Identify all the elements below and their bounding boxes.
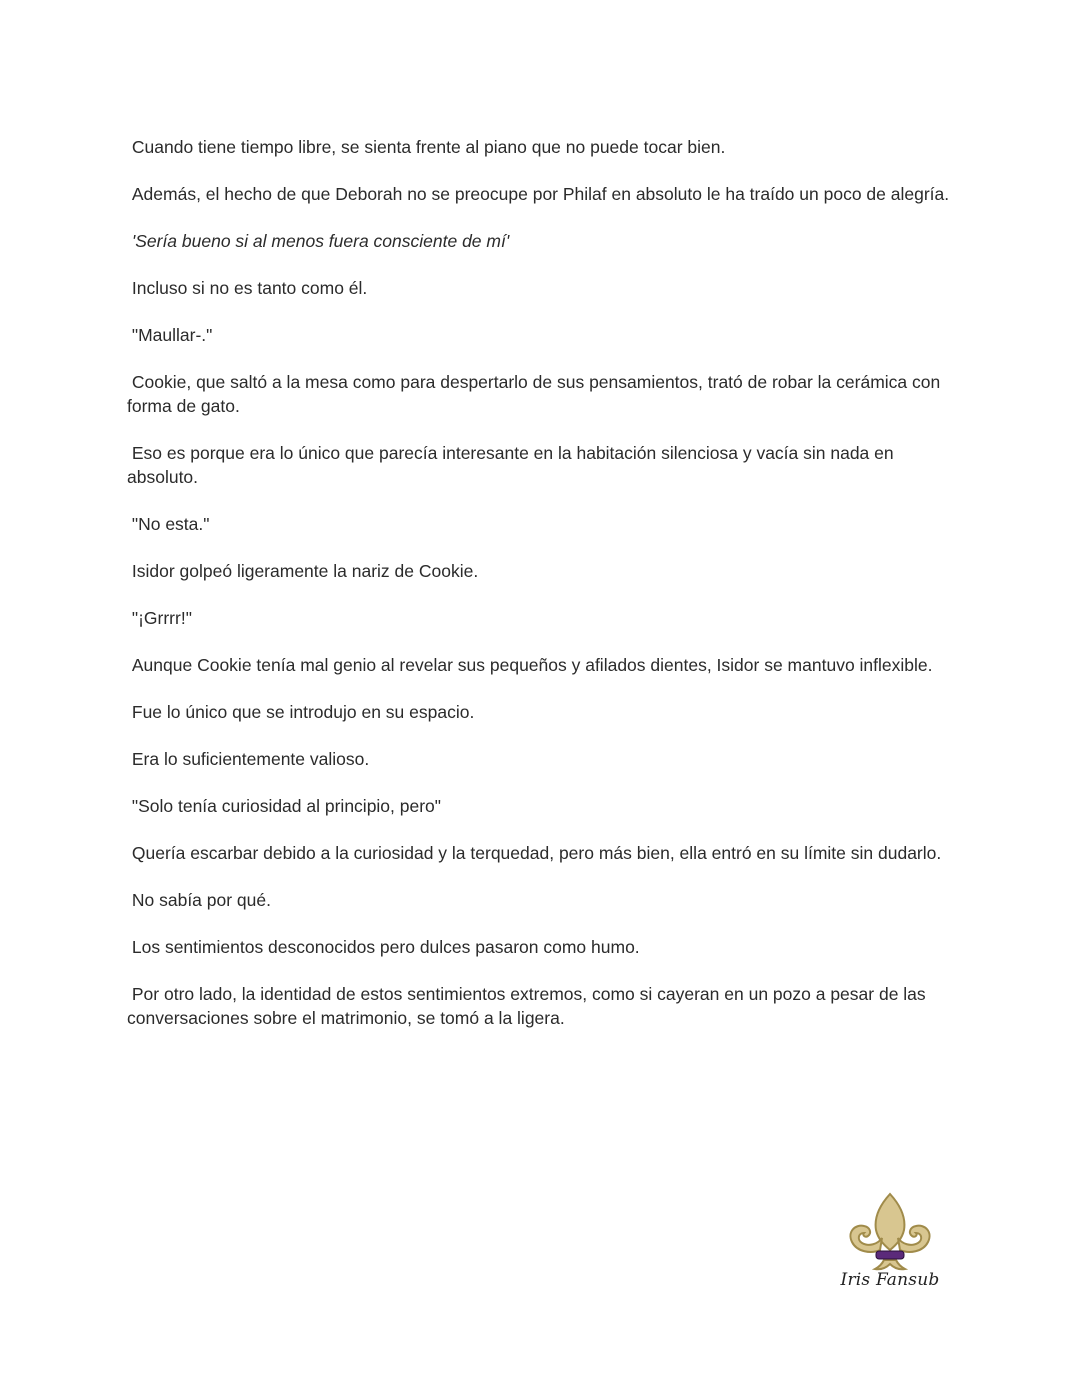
fleur-de-lis-icon [843, 1192, 937, 1274]
paragraph: "Maullar-." [127, 325, 213, 345]
paragraph: Fue lo único que se introdujo en su espacio. [127, 702, 475, 722]
paragraph: "No esta." [127, 514, 210, 534]
paragraph: Aunque Cookie tenía mal genio al revelar sus pequeños y afilados dientes, Isidor se mantuvo inflexible. [127, 655, 933, 675]
paragraph: No sabía por qué. [127, 890, 271, 910]
paragraph: "Solo tenía curiosidad al principio, pero" [127, 796, 442, 816]
paragraph: Cuando tiene tiempo libre, se sienta frente al piano que no puede tocar bien. [127, 137, 726, 157]
paragraph: "¡Grrrr!" [127, 608, 192, 628]
paragraph: Era lo suficientemente valioso. [127, 749, 370, 769]
paragraph: Además, el hecho de que Deborah no se preocupe por Philaf en absoluto le ha traído un poco de alegría. [127, 184, 950, 204]
watermark-logo [838, 1192, 942, 1304]
watermark-text: Iris Fansub [840, 1270, 940, 1290]
paragraph: 'Sería bueno si al menos fuera consciente de mí' [127, 231, 510, 251]
paragraph: Cookie, que saltó a la mesa como para despertarlo de sus pensamientos, trató de robar la cerámica con forma de gato. [127, 372, 946, 416]
document-body [127, 135, 957, 1053]
paragraph: Isidor golpeó ligeramente la nariz de Cookie. [127, 561, 479, 581]
paragraph: Eso es porque era lo único que parecía interesante en la habitación silenciosa y vacía sin nada en absoluto. [127, 443, 899, 487]
paragraph: Por otro lado, la identidad de estos sentimientos extremos, como si cayeran en un pozo a pesar de las conversaciones sobre el matrimonio, se tomó a la ligera. [127, 984, 931, 1028]
paragraph: Quería escarbar debido a la curiosidad y la terquedad, pero más bien, ella entró en su límite sin dudarlo. [127, 843, 942, 863]
paragraph: Los sentimientos desconocidos pero dulces pasaron como humo. [127, 937, 640, 957]
paragraph: Incluso si no es tanto como él. [127, 278, 368, 298]
